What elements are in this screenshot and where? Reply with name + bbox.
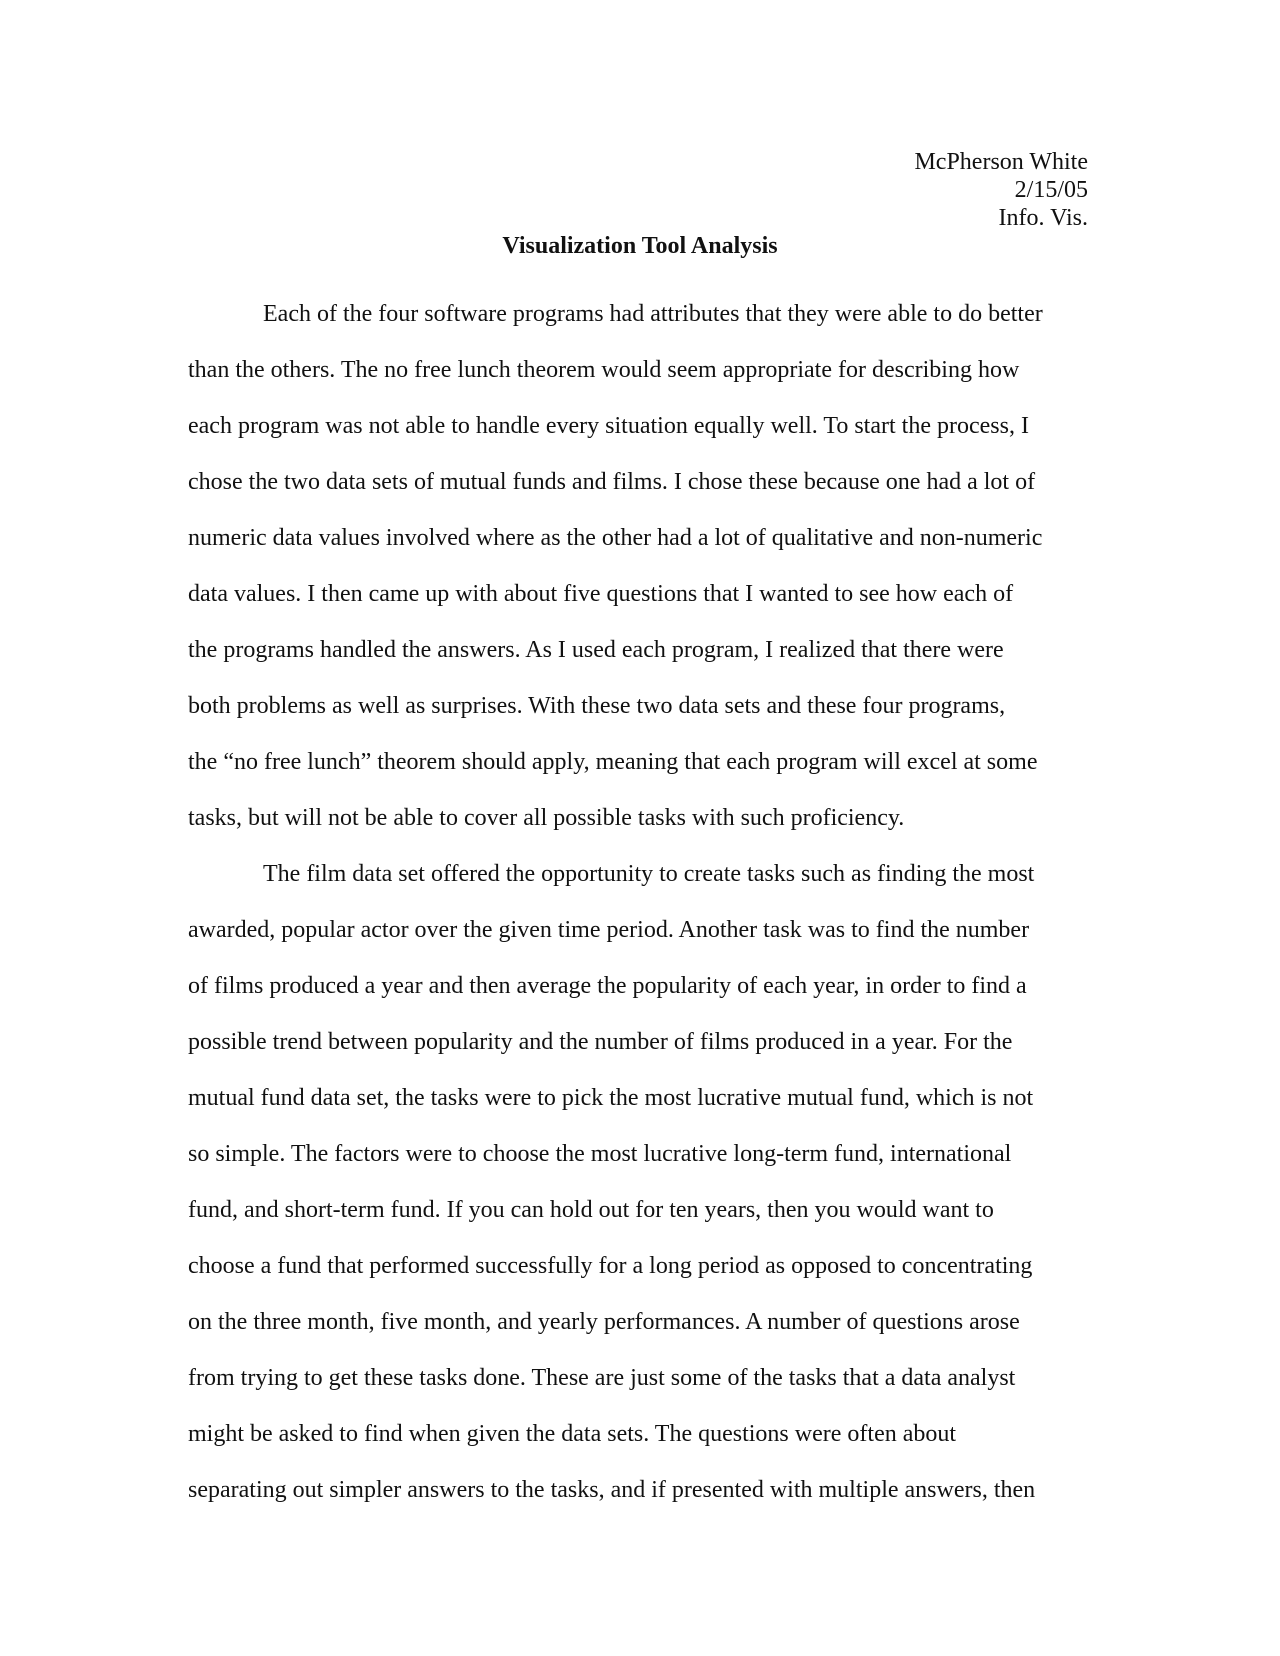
paragraph-1-line: data values. I then came up with about five questions that I wanted to see how each of — [188, 581, 1014, 607]
paragraph-2-line: on the three month, five month, and yearly performances. A number of questions arose — [188, 1309, 1020, 1335]
paragraph-1-line: each program was not able to handle every situation equally well. To start the process, I — [188, 413, 1029, 439]
paragraph-2-line: separating out simpler answers to the tasks, and if presented with multiple answers, then — [188, 1477, 1036, 1503]
course-name: Info. Vis. — [998, 205, 1088, 231]
paragraph-2-line: might be asked to find when given the data sets. The questions were often about — [188, 1421, 957, 1447]
paragraph-1-line: chose the two data sets of mutual funds and films. I chose these because one had a lot of — [188, 469, 1036, 495]
paragraph-2-line: so simple. The factors were to choose the most lucrative long-term fund, international — [188, 1141, 1012, 1167]
paragraph-2-line: from trying to get these tasks done. These are just some of the tasks that a data analyst — [188, 1365, 1016, 1391]
paragraph-2-line: mutual fund data set, the tasks were to pick the most lucrative mutual fund, which is not — [188, 1085, 1034, 1111]
paragraph-2-line: fund, and short-term fund. If you can hold out for ten years, then you would want to — [188, 1197, 994, 1223]
paragraph-2-line: awarded, popular actor over the given time period. Another task was to find the number — [188, 917, 1030, 943]
document-title: Visualization Tool Analysis — [502, 233, 778, 259]
paragraph-1-line: the programs handled the answers. As I used each program, I realized that there were — [188, 637, 1004, 663]
paragraph-1-line: tasks, but will not be able to cover all possible tasks with such proficiency. — [188, 805, 905, 831]
paragraph-1-line: both problems as well as surprises. With these two data sets and these four programs, — [188, 693, 1006, 719]
paragraph-1-line: numeric data values involved where as the other had a lot of qualitative and non-numeric — [188, 525, 1043, 551]
document-header — [914, 148, 1088, 232]
paragraph-2-line: choose a fund that performed successfully for a long period as opposed to concentrating — [188, 1253, 1033, 1279]
paragraph-2-line: possible trend between popularity and the number of films produced in a year. For the — [188, 1029, 1013, 1055]
author-name: McPherson White — [914, 149, 1088, 175]
paragraph-1-line: than the others. The no free lunch theorem would seem appropriate for describing how — [188, 357, 1020, 383]
paragraph-1-line: the “no free lunch” theorem should apply, meaning that each program will excel at some — [188, 749, 1038, 775]
document-date: 2/15/05 — [1014, 177, 1088, 203]
document-body — [188, 286, 1088, 1518]
paragraph-2-line: of films produced a year and then average the popularity of each year, in order to find a — [188, 973, 1027, 999]
paragraph-1-line: Each of the four software programs had attributes that they were able to do better — [263, 301, 1043, 327]
paragraph-2-line: The film data set offered the opportunity to create tasks such as finding the most — [263, 861, 1035, 887]
